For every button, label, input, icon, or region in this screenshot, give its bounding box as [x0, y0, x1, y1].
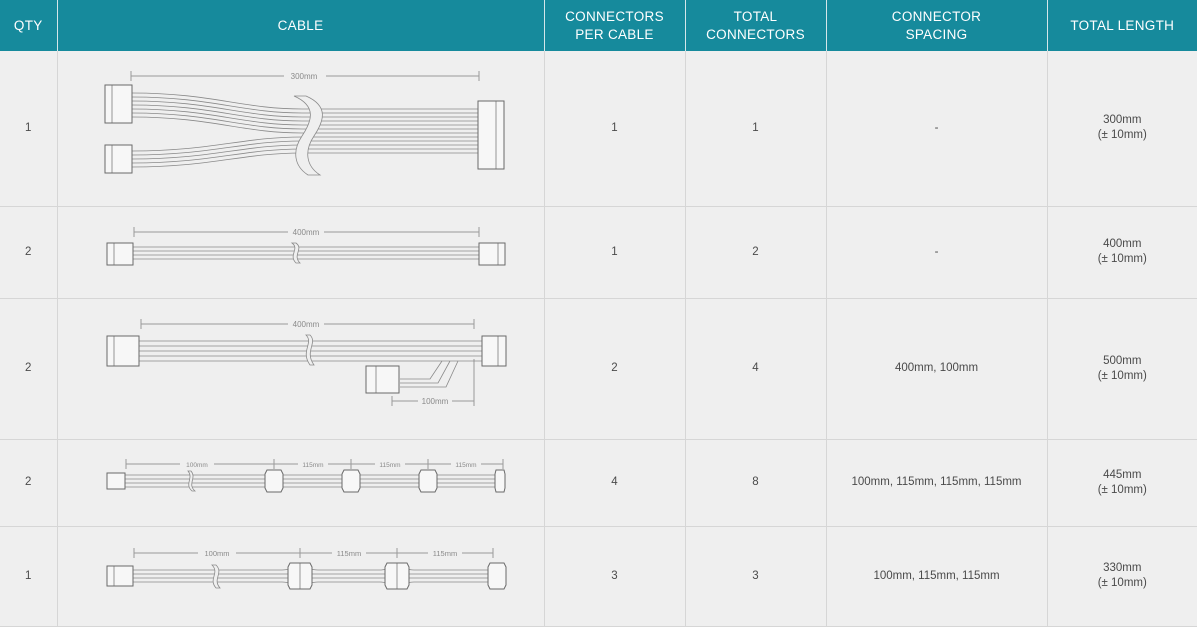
total-connectors-cell: 2 [685, 206, 826, 298]
cable-diagram-daisy-chain-4 [62, 440, 549, 526]
dimension-label: 115mm [432, 548, 457, 558]
header-spacing-line2: SPACING [905, 26, 968, 42]
qty-cell: 1 [0, 526, 57, 626]
connectors-per-cable-cell: 3 [544, 526, 685, 626]
header-spacing-line1: CONNECTOR [891, 8, 982, 24]
header-total-line1: TOTAL [733, 8, 778, 24]
total-connectors-cell: 1 [685, 51, 826, 206]
total-length-value: 445mm [1103, 468, 1142, 481]
total-length-cell [1047, 206, 1197, 298]
connector-spacing-cell: 100mm, 115mm, 115mm, 115mm [826, 439, 1047, 526]
total-length-value: 500mm [1103, 354, 1142, 367]
table-row [0, 206, 1197, 298]
connectors-per-cable-cell: 2 [544, 298, 685, 439]
header-per-cable-line2: PER CABLE [575, 26, 654, 42]
dimension-label: 115mm [336, 548, 361, 558]
cable-diagram-branched [62, 299, 549, 439]
connectors-per-cable-cell: 1 [544, 206, 685, 298]
table-row [0, 439, 1197, 526]
cable-diagram-straight [62, 207, 549, 298]
total-length-value: 330mm [1103, 562, 1142, 574]
header-total-length: TOTAL LENGTH [1047, 0, 1197, 51]
connector-spacing-cell: - [826, 206, 1047, 298]
connectors-per-cable-cell: 1 [544, 51, 685, 206]
dimension-label: 115mm [454, 461, 477, 469]
cable-diagram-cell [57, 206, 544, 298]
cable-diagram-cell [57, 51, 544, 206]
qty-cell: 2 [0, 206, 57, 298]
dimension-label: 100mm [185, 461, 208, 469]
table-row [0, 298, 1197, 439]
length-tolerance: (± 10mm) [1097, 483, 1147, 496]
cable-diagram-cell [57, 298, 544, 439]
header-row [0, 0, 1197, 51]
table-row [0, 51, 1197, 206]
dimension-label: 400mm [292, 227, 319, 237]
total-length-cell [1047, 526, 1197, 626]
connector-spacing-cell: 100mm, 115mm, 115mm [826, 526, 1047, 626]
total-length-value: 300mm [1103, 114, 1142, 127]
header-cable: CABLE [57, 0, 544, 51]
length-tolerance: (± 10mm) [1097, 577, 1147, 589]
dimension-label: 100mm [203, 548, 230, 558]
cable-diagram-24pin-split [62, 51, 549, 205]
length-tolerance: (± 10mm) [1097, 129, 1147, 142]
length-tolerance: (± 10mm) [1097, 369, 1147, 382]
dimension-label: 115mm [378, 461, 401, 469]
total-length-cell [1047, 51, 1197, 206]
connector-spacing-cell: - [826, 51, 1047, 206]
dimension-label: 300mm [290, 72, 317, 82]
connector-spacing-cell: 400mm, 100mm [826, 298, 1047, 439]
dimension-label: 400mm [292, 319, 319, 329]
qty-cell: 1 [0, 51, 57, 206]
dimension-label: 115mm [301, 461, 324, 469]
length-tolerance: (± 10mm) [1097, 253, 1147, 265]
total-connectors-cell: 8 [685, 439, 826, 526]
total-length-value: 400mm [1103, 238, 1142, 250]
header-per-cable-line1: CONNECTORS [565, 8, 664, 24]
total-connectors-cell: 4 [685, 298, 826, 439]
header-total-line2: CONNECTORS [706, 26, 805, 42]
cable-diagram-cell [57, 526, 544, 626]
qty-cell: 2 [0, 439, 57, 526]
qty-cell: 2 [0, 298, 57, 439]
connectors-per-cable-cell: 4 [544, 439, 685, 526]
total-length-cell [1047, 439, 1197, 526]
header-connector-spacing [826, 0, 1047, 51]
total-connectors-cell: 3 [685, 526, 826, 626]
dimension-label: 100mm [421, 396, 448, 406]
header-connectors-per-cable [544, 0, 685, 51]
cable-diagram-cell [57, 439, 544, 526]
header-qty: QTY [0, 0, 57, 51]
table-row [0, 526, 1197, 626]
cable-diagram-daisy-chain-3 [62, 527, 549, 626]
header-total-connectors [685, 0, 826, 51]
total-length-cell [1047, 298, 1197, 439]
